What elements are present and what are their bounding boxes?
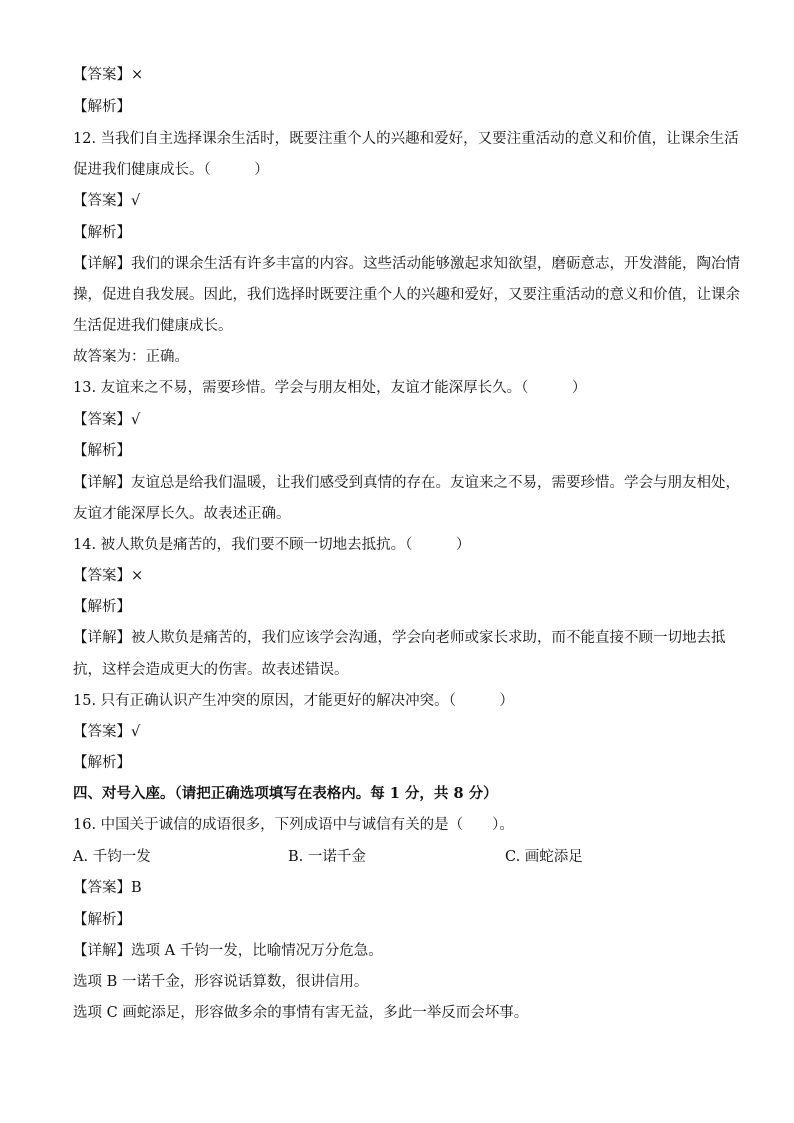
analysis-label-14: 【解析】	[73, 599, 131, 615]
analysis-label-12: 【解析】	[73, 225, 131, 241]
analysis-label-15: 【解析】	[73, 755, 131, 771]
explanation-12-line-3: 生活促进我们健康成长。	[73, 318, 233, 334]
question-15: 15. 只有正确认识产生冲突的原因，才能更好的解决冲突。（ ）	[73, 693, 514, 709]
explanation-16-line-2: 选项 B 一诺千金，形容说话算数，很讲信用。	[73, 974, 369, 990]
option-b: B. 一诺千金	[288, 849, 366, 865]
answer-label-12: 【答案】√	[73, 193, 141, 209]
answer-label-16: 【答案】B	[73, 880, 142, 896]
explanation-16-line-1: 【详解】选项 A 千钧一发，比喻情况万分危急。	[73, 943, 383, 959]
question-14: 14. 被人欺负是痛苦的，我们要不顾一切地去抵抗。（ ）	[73, 537, 471, 553]
explanation-13-line-1: 【详解】友谊总是给我们温暖，让我们感受到真情的存在。友谊来之不易，需要珍惜。学会与朋友相处，	[73, 475, 740, 491]
analysis-label-13: 【解析】	[73, 443, 131, 459]
explanation-14-line-2: 抗，这样会造成更大的伤害。故表述错误。	[73, 662, 349, 678]
option-a: A. 千钧一发	[73, 849, 151, 865]
section-heading: 四、对号入座。（请把正确选项填写在表格内。每 1 分，共 8 分）	[73, 785, 498, 802]
conclusion-12: 故答案为：正确。	[73, 349, 189, 365]
question-12-line-2: 促进我们健康成长。（ ）	[73, 162, 269, 178]
question-13: 13. 友谊来之不易，需要珍惜。学会与朋友相处，友谊才能深厚长久。（ ）	[73, 380, 587, 396]
explanation-16-line-3: 选项 C 画蛇添足，形容做多余的事情有害无益，多此一举反而会坏事。	[73, 1005, 529, 1021]
question-12-line-1: 12. 当我们自主选择课余生活时，既要注重个人的兴趣和爱好，又要注重活动的意义和价值，让课余生活	[73, 131, 739, 147]
answer-label-15: 【答案】√	[73, 724, 141, 740]
explanation-14-line-1: 【详解】被人欺负是痛苦的，我们应该学会沟通，学会向老师或家长求助，而不能直接不顾一切地去抵	[73, 630, 726, 646]
analysis-label-16: 【解析】	[73, 912, 131, 928]
explanation-12-line-1: 【详解】我们的课余生活有许多丰富的内容。这些活动能够激起求知欲望，磨砺意志，开发潜能，陶冶情	[73, 256, 740, 272]
answer-label-14: 【答案】×	[73, 568, 144, 584]
analysis-label-11: 【解析】	[73, 99, 131, 115]
answer-label-13: 【答案】√	[73, 412, 141, 428]
answer-label-11: 【答案】×	[73, 67, 144, 83]
explanation-12-line-2: 操，促进自我发展。因此，我们选择时既要注重个人的兴趣和爱好，又要注重活动的意义和价值，让课余	[73, 287, 740, 303]
question-16: 16. 中国关于诚信的成语很多，下列成语中与诚信有关的是（ ）。	[73, 817, 514, 833]
explanation-13-line-2: 友谊才能深厚长久。故表述正确。	[73, 506, 291, 522]
option-c: C. 画蛇添足	[505, 849, 583, 865]
